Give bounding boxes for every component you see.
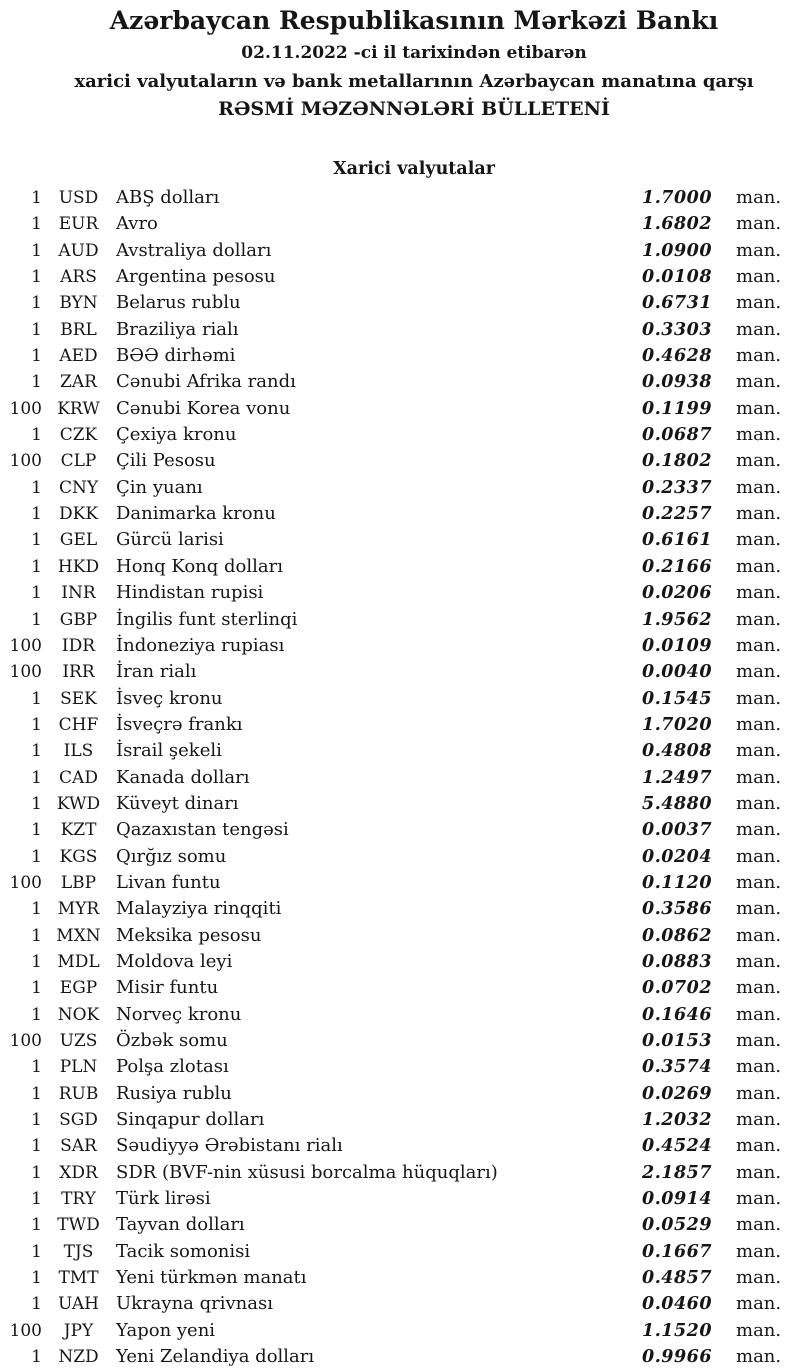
rate-row	[0, 1133, 800, 1159]
currency-rate: 1.2032	[642, 1110, 712, 1131]
rate-row	[0, 1081, 800, 1107]
effective-date-line: 02.11.2022 -ci il tarixindən etibarən	[241, 43, 587, 63]
currency-rate: 0.0037	[642, 820, 712, 841]
currency-quantity: 1	[31, 714, 42, 735]
rate-row	[0, 896, 800, 922]
rate-row	[0, 1291, 800, 1317]
currency-code: CAD	[59, 767, 98, 788]
currency-name: Gürcü larisi	[116, 529, 224, 551]
currency-rate: 0.4808	[642, 741, 712, 762]
currency-unit-label: man.	[736, 1214, 782, 1236]
currency-rate: 0.0938	[642, 372, 712, 393]
currency-unit-label: man.	[736, 1003, 782, 1025]
rate-row	[0, 949, 800, 975]
currency-name: Kanada dolları	[116, 766, 250, 788]
currency-unit-label: man.	[736, 608, 782, 630]
currency-code: XDR	[59, 1162, 98, 1183]
currency-unit-label: man.	[736, 266, 782, 288]
currency-unit-label: man.	[736, 713, 782, 735]
rate-row	[0, 686, 800, 712]
currency-code: USD	[58, 188, 99, 208]
currency-rate: 0.3586	[642, 899, 712, 920]
currency-quantity: 100	[9, 872, 42, 893]
currency-name: Yeni türkmən manatı	[116, 1267, 307, 1289]
currency-quantity: 1	[31, 1004, 42, 1025]
currency-rate: 0.0914	[642, 1189, 712, 1210]
currency-code: MDL	[57, 951, 100, 972]
currency-name: Çexiya kronu	[116, 424, 237, 446]
currency-code: JPY	[63, 1320, 94, 1341]
currency-quantity: 1	[31, 609, 42, 630]
currency-rate: 0.1199	[642, 398, 712, 419]
currency-unit-label: man.	[736, 503, 782, 525]
currency-rate: 0.0153	[642, 1031, 712, 1051]
currency-name: Honq Konq dolları	[116, 555, 283, 577]
currency-quantity: 1	[31, 214, 42, 235]
rate-row	[0, 1212, 800, 1238]
currency-code: KWD	[56, 793, 101, 814]
bulletin-header	[0, 0, 800, 121]
currency-rate: 1.7020	[642, 714, 712, 735]
currency-rate: 1.0900	[642, 240, 712, 261]
currency-code: GEL	[59, 530, 98, 551]
rate-row	[0, 923, 800, 949]
currency-unit-label: man.	[736, 871, 782, 893]
currency-unit-label: man.	[736, 661, 782, 683]
rate-row	[0, 264, 800, 290]
rate-row	[0, 1318, 800, 1344]
currency-name: İsrail şekeli	[116, 740, 222, 762]
currency-name: Tayvan dolları	[116, 1214, 245, 1236]
currency-rate: 0.3574	[642, 1057, 712, 1078]
currency-name: Polşa zlotası	[116, 1056, 229, 1078]
currency-rate: 1.2497	[642, 767, 712, 788]
currency-quantity: 1	[31, 372, 42, 393]
currency-name: İsveç kronu	[116, 687, 223, 709]
currency-code: AED	[59, 346, 98, 367]
currency-name: Malayziya rinqqiti	[116, 898, 282, 920]
currency-code: CZK	[59, 425, 98, 446]
currency-quantity: 100	[9, 398, 42, 419]
currency-rate: 0.0862	[642, 925, 712, 946]
currency-unit-label: man.	[736, 740, 782, 762]
currency-name: Danimarka kronu	[116, 503, 276, 525]
rate-row	[0, 1002, 800, 1028]
currency-quantity: 100	[9, 1031, 42, 1051]
currency-quantity: 1	[31, 477, 42, 498]
currency-name: Avro	[116, 213, 158, 235]
bulletin-title: RƏSMİ MƏZƏNNƏLƏRİ BÜLLETENİ	[218, 98, 610, 120]
currency-quantity: 100	[9, 662, 42, 683]
rate-row	[0, 765, 800, 791]
currency-unit-label: man.	[736, 318, 782, 340]
currency-code: DKK	[58, 504, 99, 525]
rate-row	[0, 1239, 800, 1265]
currency-quantity: 1	[31, 556, 42, 577]
currency-rate: 0.6161	[642, 530, 712, 551]
currency-rate: 0.2337	[642, 477, 712, 498]
currency-name: Çin yuanı	[116, 476, 203, 498]
currency-code: EGP	[59, 978, 98, 999]
currency-unit-label: man.	[736, 1109, 782, 1131]
rate-row	[0, 791, 800, 817]
currency-quantity: 1	[31, 767, 42, 788]
currency-name: İngilis funt sterlinqi	[116, 608, 298, 630]
currency-code: INR	[61, 583, 96, 604]
currency-rate: 0.0460	[642, 1294, 712, 1315]
rate-row	[0, 607, 800, 633]
currency-unit-label: man.	[736, 898, 782, 920]
currency-unit-label: man.	[736, 292, 782, 314]
currency-code: SEK	[60, 688, 97, 709]
currency-rate: 0.0269	[642, 1083, 712, 1104]
currency-quantity: 1	[31, 1136, 42, 1157]
currency-name: Cənubi Korea vonu	[116, 397, 291, 419]
currency-rate: 0.0109	[642, 635, 712, 656]
currency-name: Küveyt dinarı	[116, 792, 239, 814]
currency-rate: 0.0204	[642, 846, 712, 867]
currency-unit-label: man.	[736, 950, 782, 972]
currency-unit-label: man.	[736, 213, 782, 235]
currency-quantity: 1	[31, 293, 42, 314]
rate-row	[0, 369, 800, 395]
currency-unit-label: man.	[736, 187, 782, 208]
currency-quantity: 1	[31, 319, 42, 340]
currency-unit-label: man.	[736, 1082, 782, 1104]
currency-name: ABŞ dolları	[116, 187, 220, 208]
currency-rate: 0.0206	[642, 583, 712, 604]
currency-rate: 1.6802	[642, 214, 712, 235]
currency-quantity: 1	[31, 1347, 42, 1368]
currency-name: Belarus rublu	[116, 292, 241, 314]
currency-code: BYN	[59, 293, 98, 314]
rate-row	[0, 870, 800, 896]
currency-unit-label: man.	[736, 1188, 782, 1210]
currency-unit-label: man.	[736, 1240, 782, 1262]
currency-rate: 0.0702	[642, 978, 712, 999]
currency-name: Misir funtu	[116, 977, 219, 999]
currency-code: ILS	[63, 741, 94, 762]
rate-row	[0, 1160, 800, 1186]
currency-name: Hindistan rupisi	[116, 582, 264, 604]
currency-rate: 1.1520	[642, 1320, 712, 1341]
currency-unit-label: man.	[736, 1135, 782, 1157]
currency-name: Livan funtu	[116, 871, 221, 893]
rate-row	[0, 817, 800, 843]
currency-unit-label: man.	[736, 766, 782, 788]
rate-row	[0, 290, 800, 316]
currency-quantity: 1	[31, 267, 42, 288]
currency-rate: 0.0529	[642, 1215, 712, 1236]
currency-unit-label: man.	[736, 845, 782, 867]
currency-name: İran rialı	[116, 661, 197, 683]
currency-quantity: 1	[31, 1057, 42, 1078]
currency-name: Moldova leyi	[116, 950, 233, 972]
currency-unit-label: man.	[736, 1030, 782, 1051]
currency-rate: 0.1120	[642, 872, 712, 893]
currency-rate: 0.0687	[642, 425, 712, 446]
currency-code: MXN	[56, 925, 101, 946]
rate-row	[0, 501, 800, 527]
currency-quantity: 1	[31, 978, 42, 999]
currency-name: Rusiya rublu	[116, 1082, 232, 1104]
currency-quantity: 1	[31, 846, 42, 867]
bank-title: Azərbaycan Respublikasının Mərkəzi Bankı	[109, 6, 719, 35]
currency-code: GBP	[59, 609, 98, 630]
currency-quantity: 1	[31, 1215, 42, 1236]
rates-table	[0, 185, 800, 1370]
currency-name: Çili Pesosu	[116, 450, 216, 472]
rate-row	[0, 527, 800, 553]
currency-rate: 0.0883	[642, 951, 712, 972]
currency-name: Ukrayna qrivnası	[116, 1293, 273, 1315]
rate-row	[0, 975, 800, 1001]
currency-quantity: 1	[31, 504, 42, 525]
currency-quantity: 1	[31, 951, 42, 972]
rate-row	[0, 185, 800, 211]
currency-code: RUB	[58, 1083, 99, 1104]
currency-rate: 0.4524	[642, 1136, 712, 1157]
rate-row	[0, 343, 800, 369]
currency-code: NZD	[58, 1347, 99, 1368]
rate-row	[0, 580, 800, 606]
rate-row	[0, 1186, 800, 1212]
currency-code: HKD	[57, 556, 100, 577]
currency-name: BƏƏ dirhəmi	[116, 345, 236, 367]
currency-quantity: 100	[9, 635, 42, 656]
currency-quantity: 1	[31, 1083, 42, 1104]
currency-unit-label: man.	[736, 1267, 782, 1289]
currency-name: Braziliya rialı	[116, 318, 239, 340]
rate-row	[0, 448, 800, 474]
currency-name: Qırğız somu	[116, 845, 227, 867]
currency-name: Yeni Zelandiya dolları	[116, 1346, 315, 1368]
section-title-foreign-currencies: Xarici valyutalar	[333, 159, 495, 179]
currency-quantity: 1	[31, 583, 42, 604]
currency-unit-label: man.	[736, 977, 782, 999]
bulletin-subtitle: xarici valyutaların və bank metallarının Azərbaycan manatına qarşı	[74, 71, 754, 92]
currency-code: UZS	[59, 1031, 98, 1051]
currency-unit-label: man.	[736, 371, 782, 393]
currency-unit-label: man.	[736, 555, 782, 577]
currency-unit-label: man.	[736, 1293, 782, 1315]
currency-rate: 0.3303	[642, 319, 712, 340]
currency-code: NOK	[57, 1004, 100, 1025]
rate-row	[0, 659, 800, 685]
currency-unit-label: man.	[736, 1161, 782, 1183]
currency-unit-label: man.	[736, 529, 782, 551]
currency-code: KRW	[57, 398, 100, 419]
currency-code: PLN	[59, 1057, 98, 1078]
currency-name: Norveç kronu	[116, 1003, 242, 1025]
currency-name: Sinqapur dolları	[116, 1109, 265, 1131]
rate-row	[0, 475, 800, 501]
currency-rate: 0.1545	[642, 688, 712, 709]
currency-rate: 0.1802	[642, 451, 712, 472]
currency-quantity: 1	[31, 1162, 42, 1183]
currency-quantity: 100	[9, 1320, 42, 1341]
currency-unit-label: man.	[736, 634, 782, 656]
currency-code: AUD	[58, 240, 99, 261]
currency-name: Səudiyyə Ərəbistanı rialı	[116, 1135, 343, 1157]
currency-code: ARS	[60, 267, 97, 288]
currency-unit-label: man.	[736, 1056, 782, 1078]
currency-code: TMT	[58, 1268, 99, 1289]
currency-rate: 2.1857	[642, 1162, 712, 1183]
currency-unit-label: man.	[736, 924, 782, 946]
currency-unit-label: man.	[736, 687, 782, 709]
currency-code: TWD	[57, 1215, 100, 1236]
currency-name: Türk lirəsi	[116, 1188, 211, 1210]
currency-unit-label: man.	[736, 1319, 782, 1341]
currency-code: CHF	[58, 714, 99, 735]
currency-unit-label: man.	[736, 792, 782, 814]
currency-code: KGS	[59, 846, 98, 867]
rate-row	[0, 554, 800, 580]
currency-rate: 1.7000	[642, 188, 712, 208]
currency-rate: 0.1646	[642, 1004, 712, 1025]
currency-quantity: 1	[31, 240, 42, 261]
currency-code: CNY	[58, 477, 99, 498]
currency-name: İndoneziya rupiası	[116, 634, 285, 656]
rate-row	[0, 1265, 800, 1291]
currency-quantity: 1	[31, 793, 42, 814]
currency-quantity: 1	[31, 346, 42, 367]
currency-code: UAH	[58, 1294, 99, 1315]
currency-rate: 0.0040	[642, 662, 712, 683]
rate-row	[0, 238, 800, 264]
currency-unit-label: man.	[736, 582, 782, 604]
currency-quantity: 1	[31, 188, 42, 208]
currency-rate: 0.2166	[642, 556, 712, 577]
currency-code: LBP	[60, 872, 97, 893]
rate-row	[0, 1028, 800, 1054]
currency-unit-label: man.	[736, 239, 782, 261]
currency-unit-label: man.	[736, 819, 782, 841]
currency-code: IDR	[61, 635, 96, 656]
currency-code: TJS	[63, 1241, 94, 1262]
rate-row	[0, 633, 800, 659]
currency-code: EUR	[58, 214, 99, 235]
currency-quantity: 1	[31, 1241, 42, 1262]
currency-unit-label: man.	[736, 397, 782, 419]
rate-row	[0, 712, 800, 738]
currency-code: ZAR	[60, 372, 97, 393]
currency-quantity: 1	[31, 1268, 42, 1289]
rate-row	[0, 1344, 800, 1370]
currency-quantity: 1	[31, 530, 42, 551]
currency-unit-label: man.	[736, 476, 782, 498]
currency-quantity: 1	[31, 1189, 42, 1210]
rate-row	[0, 422, 800, 448]
currency-code: KZT	[60, 820, 97, 841]
currency-unit-label: man.	[736, 345, 782, 367]
currency-name: Tacik somonisi	[116, 1240, 251, 1262]
currency-quantity: 100	[9, 451, 42, 472]
currency-name: Qazaxıstan tengəsi	[116, 819, 289, 841]
currency-name: Meksika pesosu	[116, 924, 262, 946]
currency-code: CLP	[60, 451, 97, 472]
currency-unit-label: man.	[736, 424, 782, 446]
currency-code: SGD	[59, 1110, 98, 1131]
currency-rate: 0.4857	[642, 1268, 712, 1289]
currency-rate: 1.9562	[642, 609, 712, 630]
currency-quantity: 1	[31, 741, 42, 762]
currency-unit-label: man.	[736, 1346, 782, 1368]
rate-row	[0, 1054, 800, 1080]
currency-rate: 0.9966	[642, 1347, 712, 1368]
currency-quantity: 1	[31, 425, 42, 446]
rate-row	[0, 317, 800, 343]
currency-name: Özbək somu	[116, 1030, 228, 1051]
currency-rate: 5.4880	[642, 793, 712, 814]
currency-code: SAR	[60, 1136, 97, 1157]
currency-code: BRL	[60, 319, 97, 340]
currency-quantity: 1	[31, 925, 42, 946]
currency-rate: 0.2257	[642, 504, 712, 525]
rate-row	[0, 396, 800, 422]
currency-code: IRR	[62, 662, 95, 683]
currency-rate: 0.4628	[642, 346, 712, 367]
rate-row	[0, 738, 800, 764]
rate-row	[0, 1107, 800, 1133]
currency-quantity: 1	[31, 820, 42, 841]
currency-unit-label: man.	[736, 450, 782, 472]
currency-quantity: 1	[31, 1294, 42, 1315]
currency-code: MYR	[57, 899, 100, 920]
currency-name: Argentina pesosu	[116, 266, 276, 288]
currency-name: Yapon yeni	[116, 1319, 216, 1341]
currency-name: SDR (BVF-nin xüsusi borcalma hüquqları)	[116, 1161, 498, 1183]
currency-quantity: 1	[31, 688, 42, 709]
rate-row	[0, 211, 800, 237]
currency-quantity: 1	[31, 1110, 42, 1131]
currency-rate: 0.1667	[642, 1241, 712, 1262]
currency-name: İsveçrə frankı	[116, 713, 243, 735]
currency-code: TRY	[61, 1189, 96, 1210]
currency-name: Avstraliya dolları	[116, 239, 272, 261]
currency-rate: 0.6731	[642, 293, 712, 314]
currency-name: Cənubi Afrika randı	[116, 371, 296, 393]
currency-quantity: 1	[31, 899, 42, 920]
currency-rate: 0.0108	[642, 267, 712, 288]
rate-row	[0, 844, 800, 870]
